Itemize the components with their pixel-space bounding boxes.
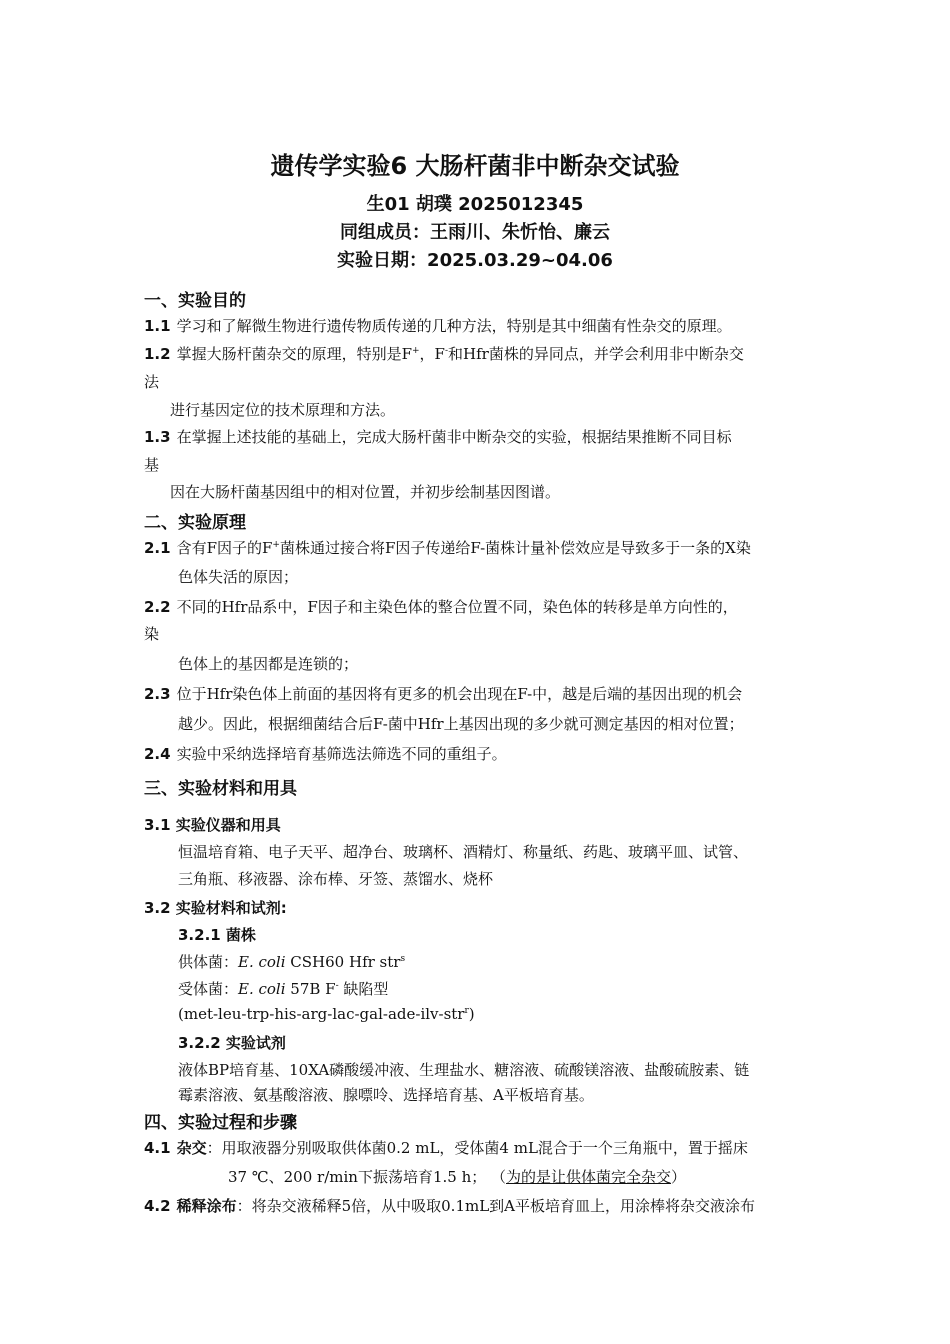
para-text: 菌株通过接合将F因子传递给F-菌株计量补偿效应是导致多于一条的X染 [279, 539, 751, 557]
reagents-line-2: 霉素溶液、氨基酸溶液、腺嘌呤、选择培育基、A平板培育基。 [178, 1086, 594, 1104]
para-text: 在掌握上述技能的基础上，完成大肠杆菌非中断杂交的实验，根据结果推断不同目标 [176, 428, 732, 446]
para-text: ：将杂交液稀释5倍，从中吸取0.1mL到A平板培育皿上，用涂棒将杂交液涂布 [236, 1197, 756, 1215]
subsection-3-2-1-heading: 3.2.1 菌株 [178, 926, 256, 944]
superscript: s [400, 954, 406, 964]
section-1-heading: 一、实验目的 [144, 291, 246, 311]
paragraph-2-2 [144, 596, 738, 617]
date-line: 实验日期：2025.03.29~04.06 [337, 250, 613, 271]
para-text: 掌握大肠杆菌杂交的原理，特别是F [176, 345, 412, 363]
para-text: 学习和了解微生物进行遗传物质传递的几种方法，特别是其中细菌有性杂交的原理。 [176, 317, 732, 335]
para-number: 2.4 [144, 745, 171, 763]
paragraph-1-2-wrap: 法 [144, 373, 160, 391]
superscript: - [335, 981, 339, 991]
subsection-3-2-heading: 3.2 实验材料和试剂: [144, 899, 287, 917]
section-4-heading: 四、实验过程和步骤 [144, 1113, 297, 1133]
superscript: + [272, 540, 280, 550]
label: 受体菌： [178, 980, 239, 998]
genotype-text: ) [468, 1005, 475, 1023]
step-label: 杂交 [176, 1139, 207, 1157]
recipient-strain [178, 978, 388, 999]
paragraph-1-2-cont: 进行基因定位的技术原理和方法。 [170, 401, 396, 419]
species-name: E. coli [238, 980, 286, 998]
equipment-line-2: 三角瓶、移液器、涂布棒、牙签、蒸馏水、烧杯 [178, 870, 494, 888]
para-text: 实验中采纳选择培育基筛选法筛选不同的重组子。 [176, 745, 507, 763]
donor-strain [178, 951, 405, 972]
para-number: 2.1 [144, 539, 171, 557]
underlined-note: 为的是让供体菌完全杂交 [506, 1168, 672, 1186]
paragraph-2-3-cont: 越少。因此，根据细菌结合后F-菌中Hfr上基因出现的多少就可测定基因的相对位置； [178, 715, 744, 733]
para-text: ，F [419, 345, 445, 363]
step-4-2 [144, 1195, 755, 1216]
para-number: 4.1 [144, 1139, 171, 1157]
superscript: + [412, 346, 420, 356]
section-2-heading: 二、实验原理 [144, 513, 246, 533]
strain-text: 缺陷型 [338, 980, 389, 998]
step-4-1-cont [228, 1166, 686, 1187]
para-text: ：用取液器分别吸取供体菌0.2 mL，受体菌4 mL混合于一个三角瓶中，置于摇床 [206, 1139, 748, 1157]
paragraph-1-3 [144, 426, 732, 447]
para-text: ） [671, 1168, 687, 1186]
para-text: 不同的Hfr品系中，F因子和主染色体的整合位置不同，染色体的转移是单方向性的， [176, 598, 738, 616]
author-line: 生01 胡璞 2025012345 [366, 194, 584, 215]
paragraph-1-1 [144, 315, 732, 336]
page-title: 遗传学实验6 大肠杆菌非中断杂交试验 [270, 152, 680, 180]
para-number: 2.2 [144, 598, 171, 616]
strain-text: CSH60 Hfr str [285, 953, 401, 971]
strain-text: 57B F [285, 980, 336, 998]
reagents-line-1: 液体BP培育基、10XA磷酸缓冲液、生理盐水、糖溶液、硫酸镁溶液、盐酸硫胺素、链 [178, 1061, 750, 1079]
species-name: E. coli [238, 953, 286, 971]
paragraph-2-1 [144, 537, 751, 558]
paragraph-2-2-cont: 色体上的基因都是连锁的； [178, 655, 359, 673]
paragraph-2-2-wrap: 染 [144, 625, 160, 643]
para-text: 37 ℃、200 r/min下振荡培育1.5 h； （ [228, 1168, 506, 1186]
paragraph-2-3 [144, 683, 742, 704]
subsection-3-1-heading: 3.1 实验仪器和用具 [144, 816, 281, 834]
paragraph-1-3-cont: 因在大肠杆菌基因组中的相对位置，并初步绘制基因图谱。 [170, 483, 561, 501]
genotype-text: (met-leu-trp-his-arg-lac-gal-ade-ilv-str [178, 1005, 465, 1023]
label: 供体菌： [178, 953, 239, 971]
para-number: 4.2 [144, 1197, 171, 1215]
paragraph-2-4 [144, 743, 507, 764]
para-number: 1.1 [144, 317, 171, 335]
superscript: r [464, 1006, 469, 1016]
superscript: - [444, 346, 449, 356]
para-text: 含有F因子的F [176, 539, 273, 557]
members-line: 同组成员：王雨川、朱忻怡、廉云 [340, 222, 610, 243]
equipment-line-1: 恒温培育箱、电子天平、超净台、玻璃杯、酒精灯、称量纸、药匙、玻璃平皿、试管、 [178, 843, 749, 861]
step-label: 稀释涂布 [176, 1197, 237, 1215]
subsection-3-2-2-heading: 3.2.2 实验试剂 [178, 1034, 286, 1052]
para-text: 和Hfr菌株的异同点，并学会利用非中断杂交 [448, 345, 744, 363]
paragraph-1-3-wrap: 基 [144, 456, 160, 474]
paragraph-2-1-cont: 色体失活的原因； [178, 568, 299, 586]
section-3-heading: 三、实验材料和用具 [144, 779, 297, 799]
para-number: 2.3 [144, 685, 171, 703]
paragraph-1-2 [144, 343, 744, 364]
para-number: 1.2 [144, 345, 171, 363]
para-number: 1.3 [144, 428, 171, 446]
genotype-line [178, 1005, 475, 1023]
para-text: 位于Hfr染色体上前面的基因将有更多的机会出现在F-中，越是后端的基因出现的机会 [176, 685, 743, 703]
step-4-1 [144, 1137, 748, 1158]
